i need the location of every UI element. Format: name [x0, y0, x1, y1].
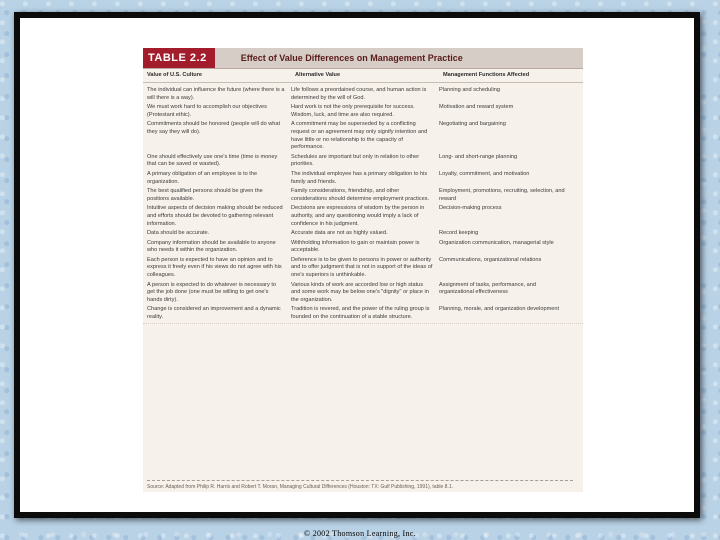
- cell-management-function: Record keeping: [439, 230, 479, 237]
- cell-management-function: Negotiating and bargaining: [439, 121, 506, 128]
- cell-alternative-value: Schedules are important but only in relation to other priorities.: [291, 153, 420, 168]
- table-row: [143, 204, 583, 229]
- cell-management-function: Planning and scheduling: [439, 87, 500, 93]
- cell-us-culture: We must work hard to accomplish our objectives (Protestant ethic).: [147, 104, 267, 118]
- table-row: [143, 187, 583, 204]
- header-us-culture: Value of U.S. Culture: [147, 72, 203, 78]
- slide-frame: [14, 12, 700, 518]
- cell-us-culture: A primary obligation of an employee is to the organization.: [147, 170, 258, 185]
- table-header-row: [143, 69, 583, 83]
- cell-management-function: Decision-making process: [439, 205, 502, 212]
- header-management-functions: Management Functions Affected: [443, 72, 530, 78]
- cell-alternative-value: Tradition is revered, and the power of the ruling group is founded on the continuation of a stable structure.: [291, 306, 430, 321]
- header-alternative-value: Alternative Value: [295, 72, 341, 78]
- cell-alternative-value: Decisions are expressions of wisdom by the person in authority, and any questioning would imply a lack of confidence in his judgment.: [291, 205, 425, 227]
- cell-management-function: Communications, organizational relations: [439, 256, 542, 263]
- cell-us-culture: Data should be accurate.: [147, 230, 210, 237]
- table-row: [143, 120, 583, 152]
- table-body: [143, 83, 583, 324]
- slide-canvas: [20, 18, 694, 512]
- cell-alternative-value: The individual employee has a primary obligation to his family and friends.: [291, 170, 428, 185]
- table-row: [143, 103, 583, 120]
- cell-us-culture: A person is expected to do whatever is necessary to get the job done (one must be willing to get one's hands dirty).: [147, 281, 277, 303]
- cell-alternative-value: Withholding information to gain or maintain power is acceptable.: [291, 239, 420, 254]
- table-row: [143, 305, 583, 323]
- cell-us-culture: Change is considered an improvement and a dynamic reality.: [147, 306, 281, 321]
- cell-management-function: Assignment of tasks, performance, and organizational effectiveness: [439, 281, 537, 296]
- cell-management-function: Organization communication, managerial style: [439, 239, 554, 246]
- cell-management-function: Loyalty, commitment, and motivation: [439, 170, 530, 177]
- cell-management-function: Planning, morale, and organization development: [439, 306, 560, 313]
- table-source-note: Source: Adapted from Philip R. Harris and Robert T. Moran, Managing Cultural Differences (Houston: TX: Gulf Publishing, 1991), table 8.1.: [147, 484, 453, 490]
- table-label: TABLE 2.2: [143, 48, 215, 68]
- table-title-bar: [143, 48, 583, 69]
- table-row: [143, 281, 583, 306]
- cell-us-culture: Company information should be available to anyone who needs it within the organization.: [147, 239, 276, 254]
- table-row: [143, 239, 583, 256]
- cell-management-function: Long- and short-range planning: [439, 153, 518, 160]
- cell-alternative-value: Life follows a preordained course, and human action is determined by the will of God.: [291, 87, 427, 101]
- cell-management-function: Employment, promotions, recruiting, selection, and reward: [439, 188, 565, 202]
- table-row: [143, 86, 583, 103]
- cell-us-culture: Each person is expected to have an opinion and to express it freely even if his views do not agree with his colleagues.: [147, 256, 282, 279]
- table-figure: [143, 48, 583, 492]
- copyright-notice: © 2002 Thomson Learning, Inc.: [304, 529, 416, 538]
- cell-alternative-value: Family considerations, friendship, and other considerations should determine employment practices.: [291, 188, 430, 202]
- table-row: [143, 256, 583, 281]
- table-row: [143, 153, 583, 170]
- cell-us-culture: The individual can influence the future (where there is a will there is a way).: [147, 87, 285, 101]
- cell-us-culture: The best qualified persons should be given the positions available.: [147, 188, 263, 202]
- cell-alternative-value: Deference is to be given to persons in power or authority and to offer judgment that is not in support of the ideas of one's superiors is unthinkable.: [291, 256, 433, 279]
- table-title: Effect of Value Differences on Management Practice: [240, 53, 463, 63]
- cell-us-culture: One should effectively use one's time (time is money that can be saved or wasted).: [147, 153, 278, 168]
- table-divider: [147, 480, 573, 481]
- cell-alternative-value: Hard work is not the only prerequisite for success. Wisdom, luck, and time are also required.: [291, 104, 415, 118]
- cell-alternative-value: Accurate data are not as highly valued.: [291, 230, 388, 237]
- cell-us-culture: Intuitive aspects of decision making should be reduced and efforts should be devoted to gathering relevant information.: [147, 205, 283, 227]
- cell-management-function: Motivation and reward system: [439, 104, 514, 111]
- table-row: [143, 170, 583, 187]
- table-row: [143, 229, 583, 239]
- cell-alternative-value: A commitment may be superseded by a conflicting request or an agreement may only signify intention and have little or no relationship to the capacity of performance.: [291, 121, 428, 151]
- cell-us-culture: Commitments should be honored (people will do what they say they will do).: [147, 121, 281, 135]
- cell-alternative-value: Various kinds of work are accorded low or high status and some work may be below one's "dignity" or place in the organization.: [291, 281, 429, 303]
